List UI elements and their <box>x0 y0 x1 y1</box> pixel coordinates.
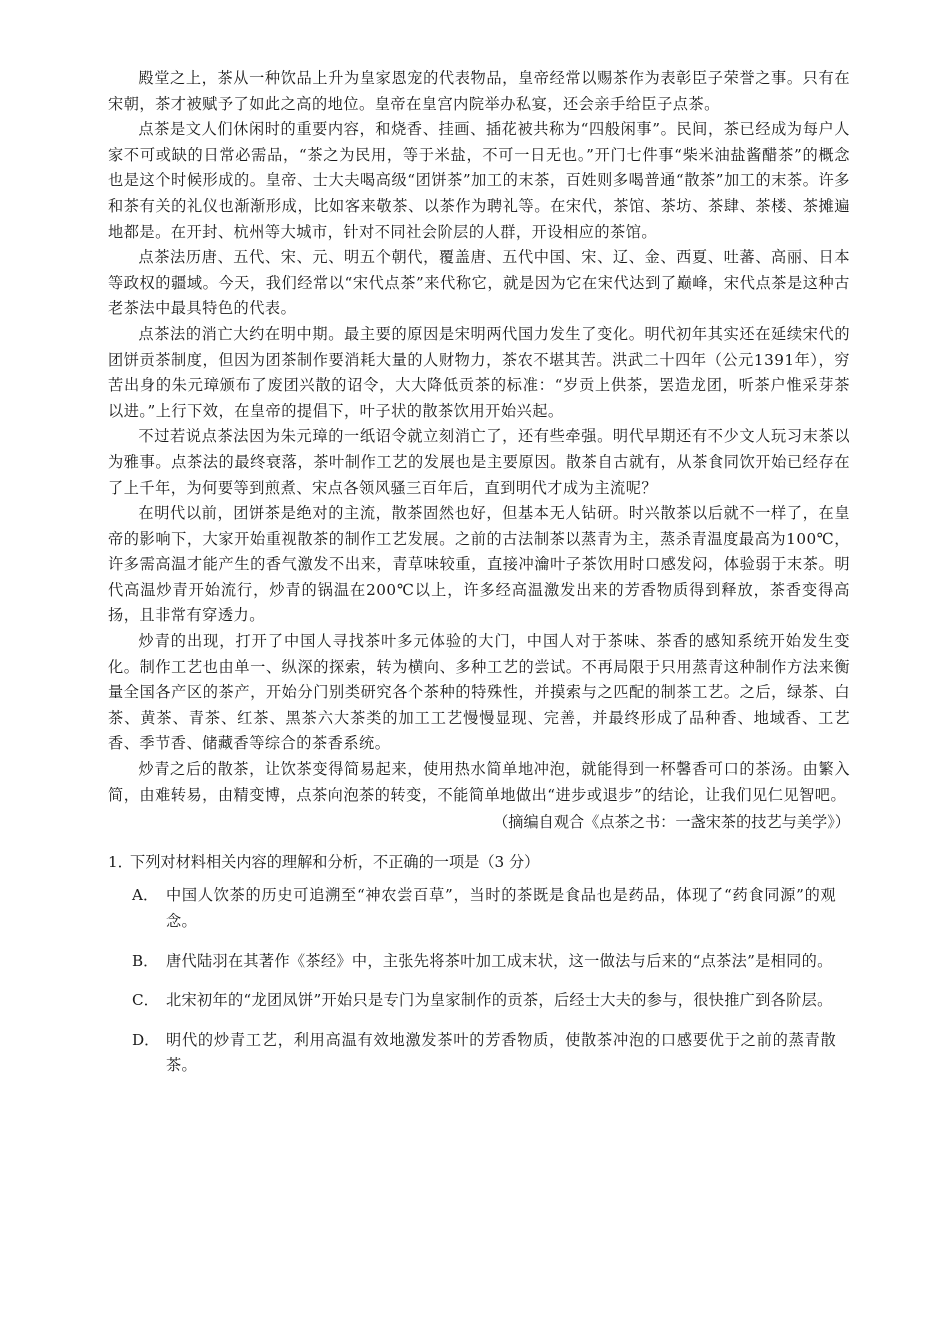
passage-paragraph: 炒青的出现，打开了中国人寻找茶叶多元体验的大门，中国人对于茶味、茶香的感知系统开始发生变化。制作工艺也由单一、纵深的探索，转为横向、多种工艺的尝试。不再局限于只用蒸青这种制作方法来衡量全国各产区的茶产，开始分门别类研究各个茶种的特殊性，并摸索与之匹配的制茶工艺。之后，绿茶、白茶、黄茶、青茶、红茶、黑茶六大茶类的加工工艺慢慢显现、完善，并最终形成了品种香、地域香、工艺香、季节香、储藏香等综合的茶香系统。 <box>108 632 850 753</box>
option-text: 北宋初年的“龙团凤饼”开始只是专门为皇家制作的贡茶，后经士大夫的参与，很快推广到各阶层。 <box>166 991 833 1010</box>
passage-paragraph: 炒青之后的散茶，让饮茶变得简易起来，使用热水简单地冲泡，就能得到一杯馨香可口的茶汤。由繁入简，由难转易，由精变博，点茶向泡茶的转变，不能简单地做出“进步或退步”的结论，让我们见仁见智吧。 <box>108 760 850 804</box>
question-number: 1． <box>108 852 133 871</box>
option-text: 中国人饮茶的历史可追溯至“神农尝百草”，当时的茶既是食品也是药品，体现了“药食同源”的观念。 <box>166 886 836 930</box>
option-text: 唐代陆羽在其著作《茶经》中，主张先将茶叶加工成末状，这一做法与后来的“点茶法”是相同的。 <box>166 951 833 970</box>
option-letter: D． <box>132 1030 160 1049</box>
reading-passage <box>108 66 850 836</box>
answer-options <box>108 883 850 1079</box>
passage-paragraph: 点茶法历唐、五代、宋、元、明五个朝代，覆盖唐、五代中国、宋、辽、金、西夏、吐蕃、高丽、日本等政权的疆域。今天，我们经常以“宋代点茶”来代称它，就是因为它在宋代达到了巅峰，宋代点茶是这种古老茶法中最具特色的代表。 <box>108 248 850 318</box>
option-c[interactable] <box>132 988 850 1014</box>
option-a[interactable] <box>132 883 850 934</box>
option-letter: A． <box>132 886 159 905</box>
source-attribution: （摘编自观合《点茶之书：一盏宋茶的技艺与美学》） <box>493 813 850 832</box>
option-text: 明代的炒青工艺，利用高温有效地激发茶叶的芳香物质，使散茶冲泡的口感要优于之前的蒸青散茶。 <box>166 1030 836 1075</box>
question-prompt: 下列对材料相关内容的理解和分析，不正确的一项是 <box>130 852 480 871</box>
question-1 <box>108 850 850 1079</box>
exam-page <box>108 66 850 1093</box>
option-b[interactable] <box>132 949 850 975</box>
option-letter: B． <box>132 951 159 970</box>
passage-paragraph: 殿堂之上，茶从一种饮品上升为皇家恩宠的代表物品，皇帝经常以赐茶作为表彰臣子荣誉之事。只有在宋朝，茶才被赋予了如此之高的地位。皇帝在皇宫内院举办私宴，还会亲手给臣子点茶。 <box>108 69 850 113</box>
passage-paragraph: 不过若说点茶法因为朱元璋的一纸诏令就立刻消亡了，还有些牵强。明代早期还有不少文人玩习末茶以为雅事。点茶法的最终衰落，茶叶制作工艺的发展也是主要原因。散茶自古就有，从茶食同饮开始已经存在了上千年，为何要等到煎煮、宋点各领风骚三百年后，直到明代才成为主流呢？ <box>108 427 850 497</box>
option-letter: C． <box>132 991 159 1010</box>
option-d[interactable] <box>132 1028 850 1079</box>
question-text <box>130 850 539 876</box>
passage-paragraph: 点茶是文人们休闲时的重要内容，和烧香、挂画、插花被共称为“四般闲事”。民间，茶已经成为每户人家不可或缺的日常必需品，“茶之为民用，等于米盐，不可一日无也。”开门七件事“柴米油盐酱醋茶”的概念也是这个时候形成的。皇帝、士大夫喝高级“团饼茶”加工的末茶，百姓则多喝普通“散茶”加工的末茶。许多和茶有关的礼仪也渐渐形成，比如客来敬茶、以茶作为聘礼等。在宋代，茶馆、茶坊、茶肆、茶楼、茶摊遍地都是。在开封、杭州等大城市，针对不同社会阶层的人群，开设相应的茶馆。 <box>108 120 850 241</box>
passage-paragraph: 在明代以前，团饼茶是绝对的主流，散茶固然也好，但基本无人钻研。时兴散茶以后就不一样了，在皇帝的影响下，大家开始重视散茶的制作工艺发展。之前的古法制茶以蒸青为主，蒸杀青温度最高为100℃，许多需高温才能产生的香气激发不出来，青草味较重，直接冲瀹叶子茶饮用时口感发闷，体验弱于末茶。明代高温炒青开始流行，炒青的锅温在200℃以上，许多经高温激发出来的芳香物质得到释放，茶香变得高扬，且非常有穿透力。 <box>108 504 850 625</box>
question-stem <box>108 850 850 876</box>
question-points: （3 分） <box>479 852 540 871</box>
passage-paragraph: 点茶法的消亡大约在明中期。最主要的原因是宋明两代国力发生了变化。明代初年其实还在延续宋代的团饼贡茶制度，但因为团茶制作要消耗大量的人财物力，茶农不堪其苦。洪武二十四年（公元1391年），穷苦出身的朱元璋颁布了废团兴散的诏令，大大降低贡茶的标准：“岁贡上供茶，罢造龙团，听茶户惟采芽茶以进。”上行下效，在皇帝的提倡下，叶子状的散茶饮用开始兴起。 <box>108 324 850 420</box>
